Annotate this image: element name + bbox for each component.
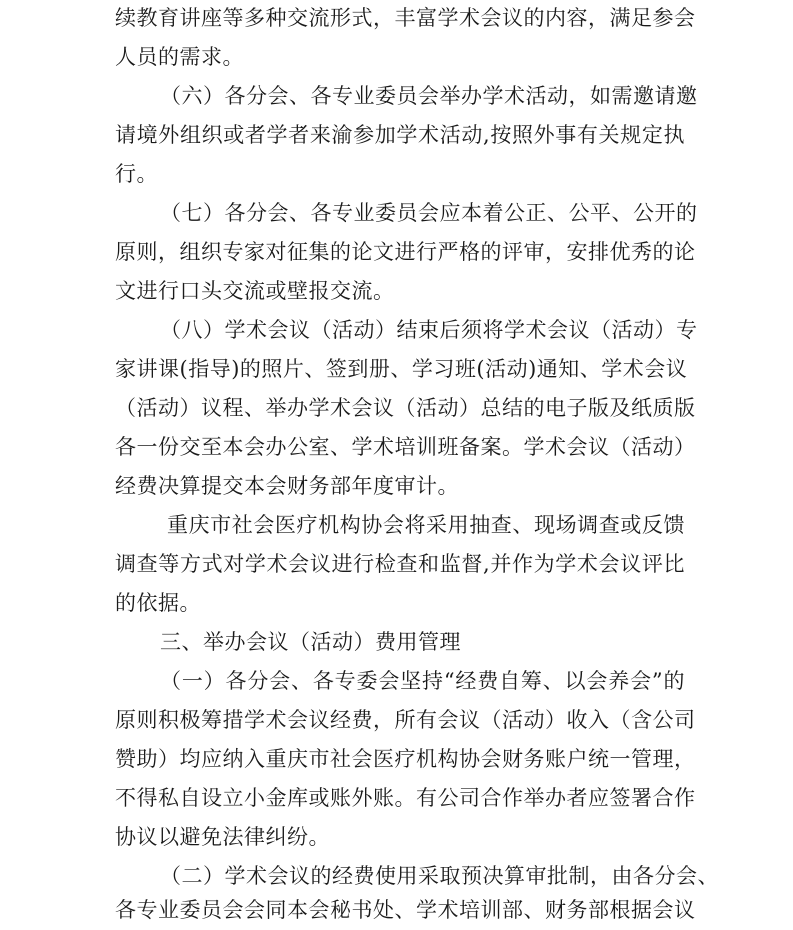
text-line-7: 原则，组织专家对征集的论文进行严格的评审，安排优秀的论	[115, 240, 696, 264]
paragraph-6-start: （六）各分会、各专业委员会举办学术活动，如需邀请邀	[160, 84, 698, 108]
text-line-1: 续教育讲座等多种交流形式，丰富学术会议的内容，满足参会	[115, 6, 696, 30]
text-line-24: 各专业委员会会同本会秘书处、学术培训部、财务部根据会议	[115, 898, 696, 922]
paragraph-3-2-start: （二）学术会议的经费使用采取预决算审批制，由各分会、	[160, 864, 719, 888]
text-line-19: 原则积极筹措学术会议经费，所有会议（活动）收入（含公司	[115, 708, 696, 732]
text-line-12: 各一份交至本会办公室、学术培训班备案。学术会议（活动）	[115, 435, 696, 459]
paragraph-8-start: （八）学术会议（活动）结束后须将学术会议（活动）专	[160, 318, 698, 342]
paragraph-3-1-start: （一）各分会、各专委会坚持“经费自筹、以会养会”的	[160, 669, 685, 693]
text-line-16: 的依据。	[115, 591, 201, 615]
text-line-4: 请境外组织或者学者来渝参加学术活动,按照外事有关规定执	[115, 123, 685, 147]
text-line-22: 协议以避免法律纠纷。	[115, 825, 330, 849]
paragraph-7-start: （七）各分会、各专业委员会应本着公正、公平、公开的	[160, 201, 698, 225]
text-line-21: 不得私自设立小金库或账外账。有公司合作举办者应签署合作	[115, 786, 696, 810]
text-line-8: 文进行口头交流或壁报交流。	[115, 279, 395, 303]
text-line-10: 家讲课(指导)的照片、签到册、学习班(活动)通知、学术会议	[115, 357, 688, 381]
text-line-13: 经费决算提交本会财务部年度审计。	[115, 474, 459, 498]
paragraph-supervision-start: 重庆市社会医疗机构协会将采用抽查、现场调查或反馈	[167, 513, 685, 537]
section-heading-3: 三、举办会议（活动）费用管理	[160, 630, 461, 654]
text-line-15: 调查等方式对学术会议进行检查和监督,并作为学术会议评比	[115, 552, 685, 576]
text-line-20: 赞助）均应纳入重庆市社会医疗机构协会财务账户统一管理，	[115, 747, 696, 771]
text-line-5: 行。	[115, 162, 158, 186]
text-line-2: 人员的需求。	[115, 45, 244, 69]
text-line-11: （活动）议程、举办学术会议（活动）总结的电子版及纸质版	[115, 396, 696, 420]
